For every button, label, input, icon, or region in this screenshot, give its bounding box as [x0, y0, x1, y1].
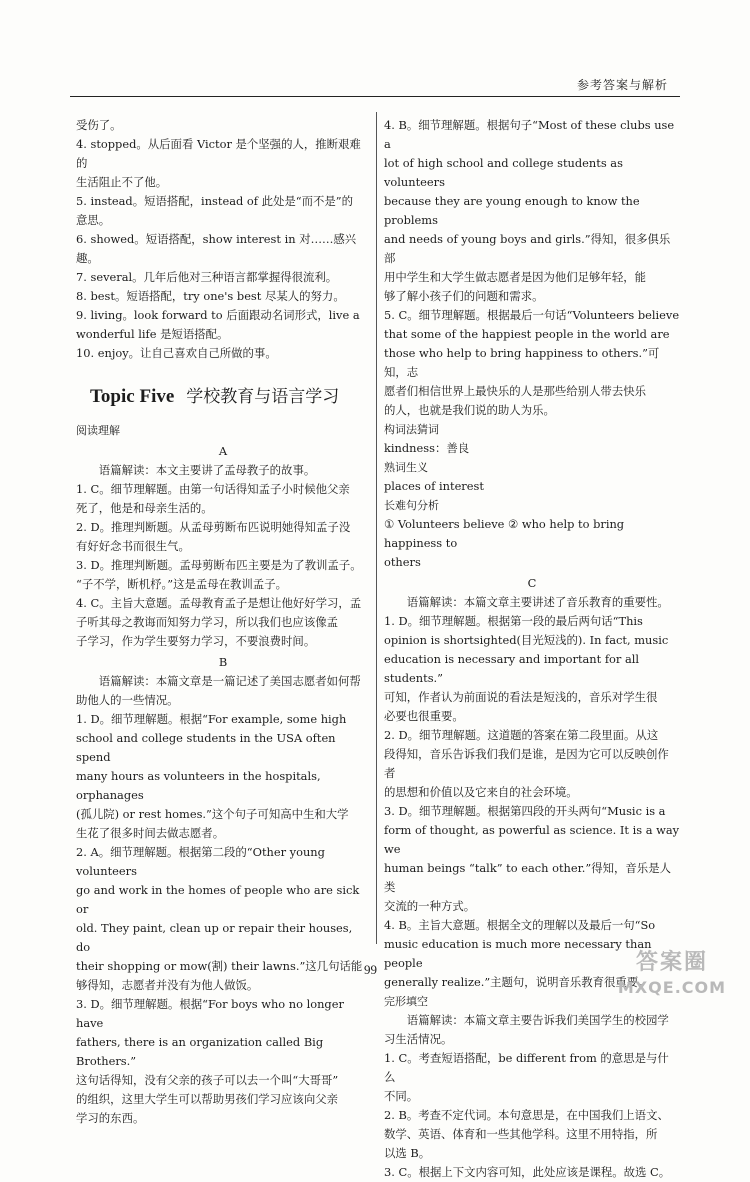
column-divider [376, 112, 377, 944]
part-c-answers [384, 593, 680, 992]
text-line: 10. enjoy。让自己喜欢自己所做的事。 [76, 346, 277, 360]
text-line: 2. A。细节理解题。根据第二段的“Other young volunteers [76, 845, 325, 878]
topic-title-zh: 学校教育与语言学习 [186, 387, 340, 407]
text-line: (孤儿院) or rest homes.”这个句子可知高中生和大学 [76, 807, 349, 821]
text-line: 交流的一种方式。 [384, 899, 476, 913]
right-column [384, 116, 680, 1182]
text-line: 助他人的一些情况。 [76, 693, 179, 707]
text-line: 死了，他是和母亲生活的。 [76, 501, 213, 515]
text-line: lot of high school and college students as volunteers [384, 156, 623, 189]
part-b-answers-continued [384, 116, 680, 420]
topic-heading [90, 385, 370, 409]
vocab-sentence-line: ① Volunteers believe ② who help to bring happiness to [384, 517, 625, 550]
text-line: their shopping or mow(割) their lawns.”这几句话能 [76, 959, 363, 973]
text-line: 4. stopped。从后面看 Victor 是个坚强的人，推断艰难的 [76, 137, 361, 170]
part-letter-b: B [218, 655, 228, 669]
text-line: 学习的东西。 [76, 1111, 145, 1125]
running-header: 参考答案与解析 [576, 78, 668, 92]
section-heading-cloze: 完形填空 [384, 995, 428, 1008]
text-line: 数学、英语、体育和一些其他学科。这里不用特指，所 [384, 1127, 658, 1141]
text-line: 2. D。推理判断题。从孟母剪断布匹说明她得知孟子没 [76, 520, 351, 534]
text-line: 1. C。细节理解题。由第一句话得知孟子小时候他父亲 [76, 482, 350, 496]
text-line: 的组织，这里大学生可以帮助男孩们学习应该向父亲 [76, 1092, 338, 1106]
text-line: school and college students in the USA often spend [76, 731, 336, 764]
text-line: wonderful life 是短语搭配。 [76, 327, 229, 341]
text-line: because they are young enough to know the problems [384, 194, 640, 227]
text-line: 3. D。推理判断题。孟母剪断布匹主要是为了教训孟子。 [76, 558, 362, 572]
text-line: 以选 B。 [384, 1146, 431, 1160]
text-line: 生花了很多时间去做志愿者。 [76, 826, 225, 840]
vocab-heading-idiom: 熟词生义 [384, 461, 428, 474]
text-line: 8. best。短语搭配，try one's best 尽某人的努力。 [76, 289, 345, 303]
text-line: fathers, there is an organization called Big Brothers.” [76, 1035, 324, 1068]
text-line: 习生活情况。 [384, 1032, 453, 1046]
page-number: 99 [364, 962, 377, 977]
text-line: form of thought, as powerful as science. It is a way we [384, 823, 680, 856]
text-line: 愿者们相信世界上最快乐的人是那些给别人带去快乐 [384, 384, 646, 398]
text-line: 够了解小孩子们的问题和需求。 [384, 289, 544, 303]
text-line: human beings “talk” to each other.”得知，音乐是人类 [384, 861, 671, 894]
part-letter-c: C [527, 576, 537, 590]
text-line: old. They paint, clean up or repair their houses, do [76, 921, 353, 954]
text-line: 这句话得知，没有父亲的孩子可以去一个叫“大哥哥” [76, 1073, 339, 1087]
text-line: 语篇解读：本篇文章主要告诉我们美国学生的校园学 [406, 1013, 669, 1027]
text-line: 2. D。细节理解题。这道题的答案在第二段里面。从这 [384, 728, 659, 742]
watermark-logo [612, 948, 732, 1008]
text-line: 语篇解读：本篇文章是一篇记述了美国志愿者如何帮 [98, 674, 361, 688]
text-line: and needs of young boys and girls.”得知，很多俱乐部 [384, 232, 671, 265]
part-b-answers [76, 672, 370, 1128]
part-letter-a: A [218, 444, 228, 458]
text-line: 生活阻止不了他。 [76, 175, 168, 189]
text-line: 语篇解读：本篇文章主要讲述了音乐教育的重要性。 [406, 595, 669, 609]
text-line: 4. B。主旨大意题。根据全文的理解以及最后一句“So [384, 918, 656, 932]
text-line: 5. instead。短语搭配，instead of 此处是“而不是”的 [76, 194, 353, 208]
text-line: 3. D。细节理解题。根据第四段的开头两句“Music is a [384, 804, 666, 818]
watermark-url: MXQE.COM [617, 978, 727, 997]
vocab-notes [384, 420, 680, 572]
part-a-answers [76, 461, 370, 651]
topic-title: Topic Five [90, 386, 175, 407]
text-line: that some of the happiest people in the world are [384, 327, 670, 341]
text-line: 7. several。几年后他对三种语言都掌握得很流利。 [76, 270, 338, 284]
text-line: many hours as volunteers in the hospitals, orphanages [76, 769, 321, 802]
text-line: 子学习，作为学生要努力学习，不要浪费时间。 [76, 634, 316, 648]
text-line: those who help to bring happiness to others.”可知，志 [384, 346, 660, 379]
text-line: 2. B。考查不定代词。本句意思是，在中国我们上语文、 [384, 1108, 669, 1122]
text-line: 3. D。细节理解题。根据“For boys who no longer have [76, 997, 344, 1030]
text-line: opinion is shortsighted(目光短浅的). In fact, music [384, 633, 669, 647]
text-line: 意思。 [76, 213, 111, 227]
text-line: “子不学，断机杼。”这是孟母在教训孟子。 [76, 577, 287, 591]
answers-prev-topic [76, 116, 370, 363]
text-line: 的人，也就是我们说的助人为乐。 [384, 403, 555, 417]
cloze-answers [384, 1011, 680, 1182]
header-rule [70, 96, 680, 97]
text-line: music education is much more necessary than people [384, 937, 652, 970]
text-line: 不同。 [384, 1089, 419, 1103]
text-line: 用中学生和大学生做志愿者是因为他们足够年轻，能 [384, 270, 646, 284]
text-line: 受伤了。 [76, 118, 122, 132]
text-line: 语篇解读：本文主要讲了孟母教子的故事。 [98, 463, 316, 477]
text-line: 1. D。细节理解题。根据第一段的最后两句话“This [384, 614, 643, 628]
watermark-logo-text: 答案圈 [635, 950, 708, 975]
text-line: generally realize.”主题句，说明音乐教育很重要。 [384, 975, 650, 989]
text-line: 够得知，志愿者并没有为他人做饭。 [76, 978, 259, 992]
text-line: 4. C。主旨大意题。孟母教育孟子是想让他好好学习，孟 [76, 596, 362, 610]
left-column [76, 116, 370, 1128]
text-line: 子听其母之教诲而知努力学习，所以我们也应该像孟 [76, 615, 338, 629]
text-line: 段得知，音乐告诉我们我们是谁，是因为它可以反映创作者 [384, 747, 669, 780]
text-line: 6. showed。短语搭配，show interest in 对……感兴趣。 [76, 232, 357, 265]
text-line: 必要也很重要。 [384, 709, 464, 723]
vocab-heading-sentence: 长难句分析 [384, 499, 439, 512]
text-line: 有好好念书而很生气。 [76, 539, 190, 553]
text-line: 可知，作者认为前面说的看法是短浅的，音乐对学生很 [384, 690, 658, 704]
text-line: 4. B。细节理解题。根据句子“Most of these clubs use a [384, 118, 675, 151]
text-line: 1. C。考查短语搭配，be different from 的意思是与什么 [384, 1051, 669, 1084]
text-line: 3. C。根据上下文内容可知，此处应该是课程。故选 C。 [384, 1165, 671, 1179]
text-line: 5. C。细节理解题。根据最后一句话“Volunteers believe [384, 308, 680, 322]
text-line: 的思想和价值以及它来自的社会环境。 [384, 785, 578, 799]
section-heading-reading: 阅读理解 [76, 424, 120, 437]
text-line: 1. D。细节理解题。根据“For example, some high [76, 712, 347, 726]
vocab-idiom-entry: places of interest [384, 479, 484, 493]
text-line: 9. living。look forward to 后面跟动名词形式，live a [76, 308, 360, 322]
vocab-heading-word-formation: 构词法猜词 [384, 423, 439, 436]
text-line: go and work in the homes of people who are sick or [76, 883, 360, 916]
vocab-word-entry: kindness：善良 [384, 441, 470, 455]
text-line: education is necessary and important for all students.” [384, 652, 640, 685]
vocab-sentence-line: others [384, 555, 421, 569]
